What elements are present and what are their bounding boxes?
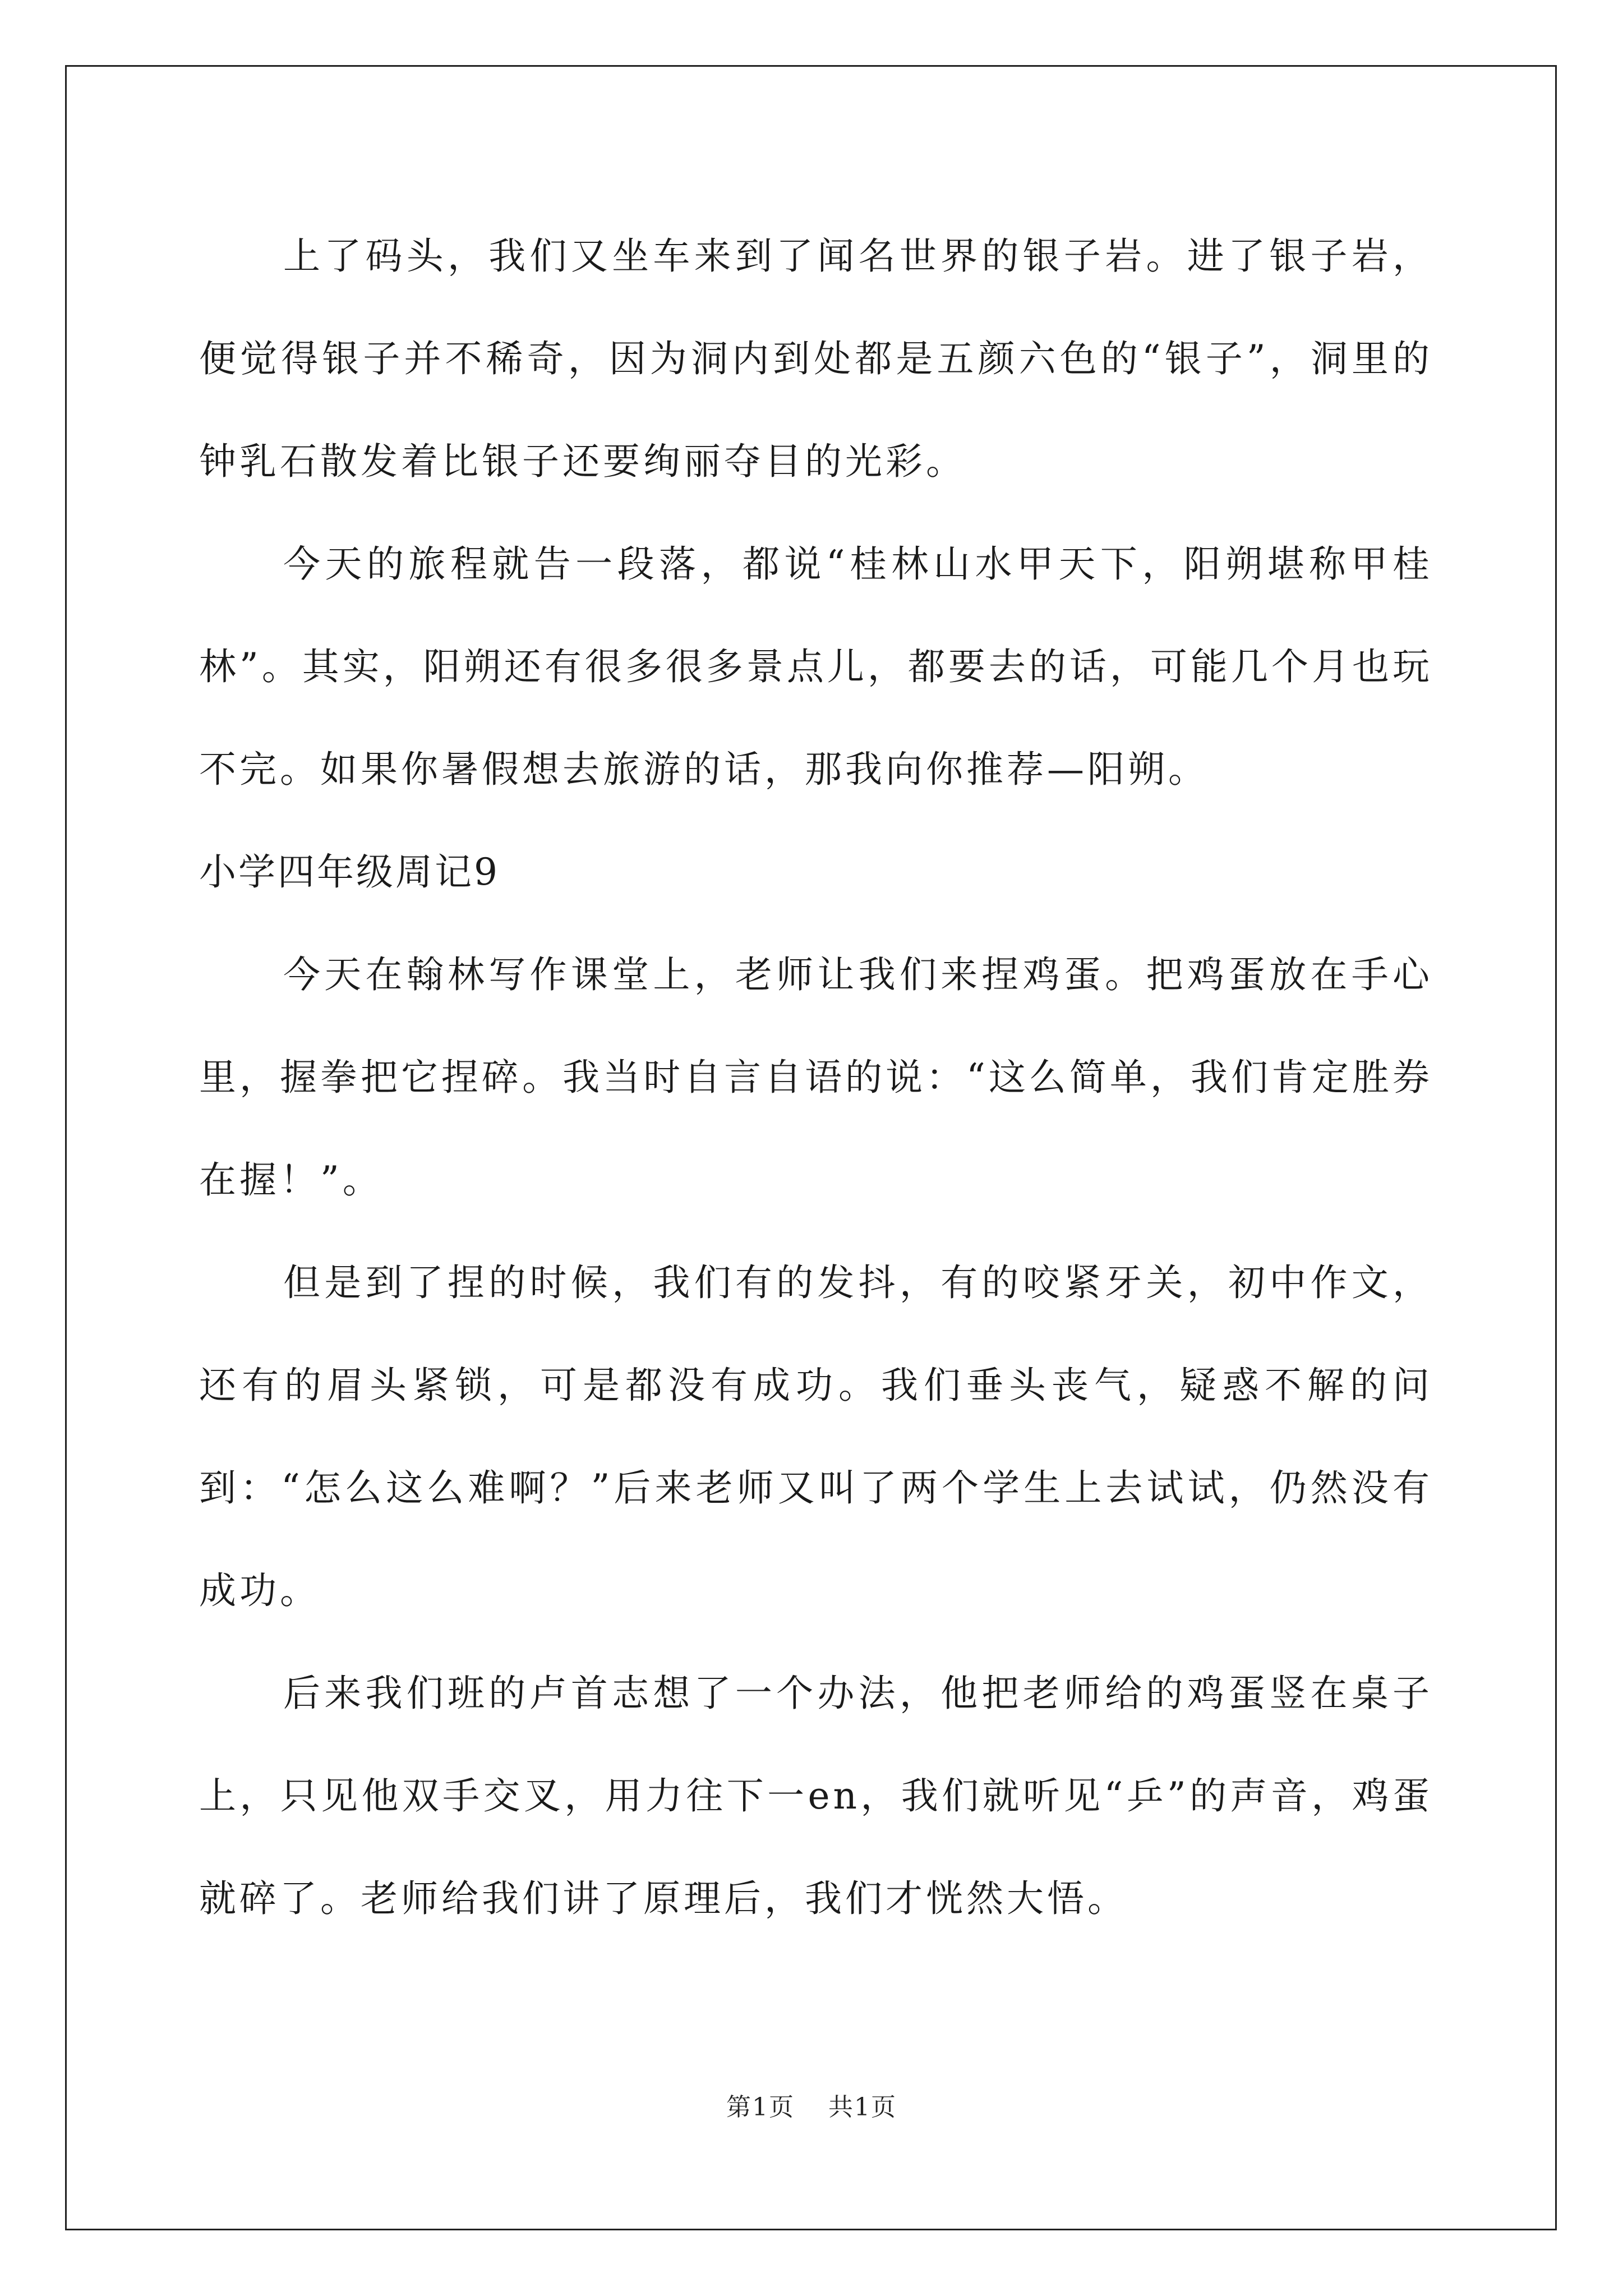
paragraph: 今天在翰林写作课堂上，老师让我们来捏鸡蛋。把鸡蛋放在手心里，握拳把它捏碎。我当时自言自语的说：“这么简单，我们肯定胜券在握！”。 <box>199 953 1433 1202</box>
document-body <box>199 205 1433 1950</box>
paragraph: 今天的旅程就告一段落，都说“桂林山水甲天下，阳朔堪称甲桂林”。其实，阳朔还有很多很多景点儿，都要去的话，可能几个月也玩不完。如果你暑假想去旅游的话，那我向你推荐—阳朔。 <box>199 542 1433 791</box>
section-heading: 小学四年级周记9 <box>199 850 500 894</box>
page-footer <box>0 2087 1623 2123</box>
paragraph: 上了码头，我们又坐车来到了闻名世界的银子岩。进了银子岩，便觉得银子并不稀奇，因为洞内到处都是五颜六色的“银子”，洞里的钟乳石散发着比银子还要绚丽夺目的光彩。 <box>199 234 1433 483</box>
paragraph: 但是到了捏的时候，我们有的发抖，有的咬紧牙关，初中作文，还有的眉头紧锁，可是都没有成功。我们垂头丧气，疑惑不解的问到：“怎么这么难啊？”后来老师又叫了两个学生上去试试，仍然没有成功。 <box>199 1261 1433 1612</box>
paragraph: 后来我们班的卢首志想了一个办法，他把老师给的鸡蛋竖在桌子上，只见他双手交叉，用力往下一en，我们就听见“乒”的声音，鸡蛋就碎了。老师给我们讲了原理后，我们才恍然大悟。 <box>199 1672 1433 1920</box>
page-total: 共1页 <box>828 2093 897 2122</box>
page-number: 第1页 <box>726 2093 795 2122</box>
